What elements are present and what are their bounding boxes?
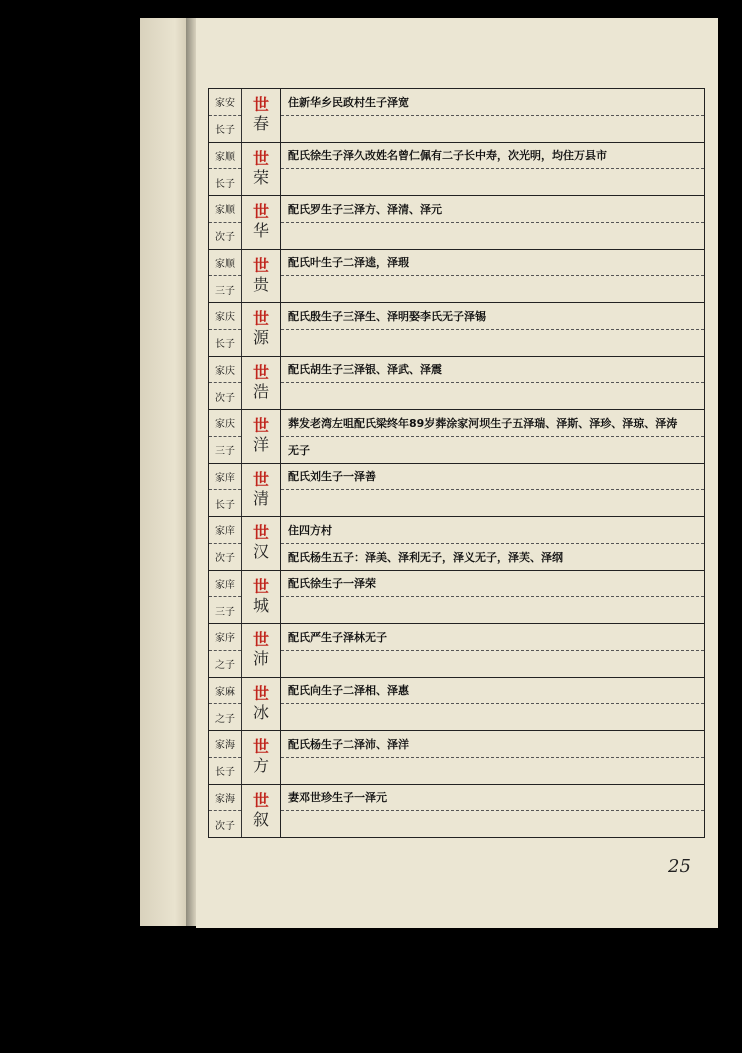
generation-char: 世 (252, 416, 269, 436)
parent-name: 家庆 (209, 303, 241, 330)
genealogy-page (196, 18, 718, 928)
given-name: 冰 (252, 702, 269, 722)
generation-char: 世 (252, 469, 269, 489)
genealogy-table (208, 88, 705, 838)
name-cell (242, 624, 281, 677)
relation-cell (209, 143, 242, 196)
record-cell (281, 731, 704, 784)
birth-order: 次子 (215, 232, 235, 244)
birth-order: 三子 (215, 285, 235, 297)
generation-char: 世 (252, 362, 269, 382)
record-line-1: 配氏徐生子一泽荣 (281, 571, 704, 598)
table-row (209, 196, 704, 250)
generation-char: 世 (252, 737, 269, 757)
name-cell (242, 678, 281, 731)
relation-cell (209, 678, 242, 731)
table-row (209, 303, 704, 357)
name-cell (242, 89, 281, 142)
relation-cell (209, 517, 242, 570)
name-cell (242, 785, 281, 838)
name-cell (242, 250, 281, 303)
generation-char: 世 (252, 523, 269, 543)
parent-name: 家顺 (209, 196, 241, 223)
record-line-1: 配氏叶生子二泽逵，泽瑕 (281, 250, 704, 277)
record-line-1: 配氏向生子二泽相、泽惠 (281, 678, 704, 705)
record-line-1: 住四方村 (281, 517, 704, 544)
record-line-1: 配氏刘生子一泽善 (281, 464, 704, 491)
given-name: 汉 (252, 542, 269, 562)
name-cell (242, 517, 281, 570)
record-line-1: 配氏殷生子三泽生、泽明娶李氏无子泽锡 (281, 303, 704, 330)
parent-name: 家顺 (209, 250, 241, 277)
record-line-2 (281, 116, 704, 142)
record-line-2 (281, 651, 704, 677)
given-name: 贵 (252, 274, 269, 294)
table-row (209, 464, 704, 518)
generation-char: 世 (252, 576, 269, 596)
book-spine (186, 18, 196, 926)
name-cell (242, 143, 281, 196)
birth-order: 长子 (215, 767, 235, 779)
record-line-1: 配氏严生子泽林无子 (281, 624, 704, 651)
record-cell (281, 624, 704, 677)
record-cell (281, 785, 704, 838)
record-line-2 (281, 811, 704, 837)
table-row (209, 731, 704, 785)
generation-char: 世 (252, 630, 269, 650)
name-cell (242, 571, 281, 624)
record-cell (281, 303, 704, 356)
given-name: 沛 (252, 649, 269, 669)
record-cell (281, 250, 704, 303)
name-cell (242, 357, 281, 410)
birth-order: 三子 (215, 446, 235, 458)
name-cell (242, 303, 281, 356)
record-cell (281, 89, 704, 142)
birth-order: 次子 (215, 553, 235, 565)
table-row (209, 517, 704, 571)
name-cell (242, 196, 281, 249)
record-line-1: 配氏胡生子三泽银、泽武、泽震 (281, 357, 704, 384)
birth-order: 三子 (215, 606, 235, 618)
record-cell (281, 357, 704, 410)
birth-order: 长子 (215, 339, 235, 351)
parent-name: 家麻 (209, 678, 241, 705)
record-line-1: 配氏徐生子泽久改姓名曾仁佩有二子长中寿，次光明，均住万县市 (281, 143, 704, 170)
record-cell (281, 464, 704, 517)
generation-char: 世 (252, 309, 269, 329)
name-cell (242, 464, 281, 517)
relation-cell (209, 785, 242, 838)
birth-order: 长子 (215, 499, 235, 511)
table-row (209, 89, 704, 143)
given-name: 城 (252, 595, 269, 615)
parent-name: 家庆 (209, 410, 241, 437)
relation-cell (209, 250, 242, 303)
record-line-1: 住新华乡民政村生子泽宽 (281, 89, 704, 116)
generation-char: 世 (252, 790, 269, 810)
relation-cell (209, 731, 242, 784)
given-name: 源 (252, 328, 269, 348)
relation-cell (209, 571, 242, 624)
birth-order: 长子 (215, 125, 235, 137)
parent-name: 家海 (209, 731, 241, 758)
relation-cell (209, 303, 242, 356)
name-cell (242, 731, 281, 784)
record-line-2 (281, 383, 704, 409)
generation-char: 世 (252, 95, 269, 115)
table-row (209, 571, 704, 625)
table-row (209, 785, 704, 839)
generation-char: 世 (252, 255, 269, 275)
birth-order: 之子 (215, 660, 235, 672)
record-line-2 (281, 276, 704, 302)
table-row (209, 678, 704, 732)
given-name: 荣 (252, 167, 269, 187)
birth-order: 次子 (215, 820, 235, 832)
page-number: 25 (668, 856, 691, 877)
record-line-2 (281, 597, 704, 623)
record-cell (281, 410, 704, 463)
given-name: 华 (252, 221, 269, 241)
parent-name: 家庠 (209, 464, 241, 491)
relation-cell (209, 89, 242, 142)
relation-cell (209, 357, 242, 410)
table-row (209, 624, 704, 678)
parent-name: 家庆 (209, 357, 241, 384)
given-name: 方 (252, 756, 269, 776)
given-name: 叙 (252, 809, 269, 829)
record-line-2 (281, 169, 704, 195)
record-line-2: 无子 (288, 443, 310, 457)
parent-name: 家安 (209, 89, 241, 116)
table-row (209, 143, 704, 197)
given-name: 洋 (252, 435, 269, 455)
generation-char: 世 (252, 148, 269, 168)
relation-cell (209, 410, 242, 463)
record-cell (281, 571, 704, 624)
record-line-2 (281, 758, 704, 784)
record-line-2 (281, 223, 704, 249)
left-page-edge (140, 18, 190, 926)
relation-cell (209, 464, 242, 517)
given-name: 春 (252, 114, 269, 134)
record-line-1: 妻邓世珍生子一泽元 (281, 785, 704, 812)
parent-name: 家海 (209, 785, 241, 812)
given-name: 浩 (252, 381, 269, 401)
birth-order: 之子 (215, 713, 235, 725)
relation-cell (209, 196, 242, 249)
name-cell (242, 410, 281, 463)
record-cell (281, 678, 704, 731)
record-line-2 (281, 330, 704, 356)
record-cell (281, 143, 704, 196)
parent-name: 家庠 (209, 517, 241, 544)
record-line-2 (281, 490, 704, 516)
birth-order: 长子 (215, 178, 235, 190)
record-line-1: 配氏杨生子二泽沛、泽洋 (281, 731, 704, 758)
record-line-1: 葬发老湾左咀配氏梁终年89岁葬涂家河坝生子五泽瑞、泽斯、泽珍、泽琼、泽涛 (281, 410, 704, 437)
generation-char: 世 (252, 202, 269, 222)
relation-cell (209, 624, 242, 677)
parent-name: 家顺 (209, 143, 241, 170)
parent-name: 家序 (209, 624, 241, 651)
record-line-2 (281, 704, 704, 730)
given-name: 清 (252, 488, 269, 508)
record-cell (281, 196, 704, 249)
record-cell (281, 517, 704, 570)
parent-name: 家庠 (209, 571, 241, 598)
table-row (209, 250, 704, 304)
record-line-1: 配氏罗生子三泽方、泽清、泽元 (281, 196, 704, 223)
table-row (209, 357, 704, 411)
birth-order: 次子 (215, 392, 235, 404)
table-row (209, 410, 704, 464)
generation-char: 世 (252, 683, 269, 703)
record-line-2: 配氏杨生五子：泽美、泽利无子，泽义无子，泽芙、泽纲 (288, 550, 563, 564)
